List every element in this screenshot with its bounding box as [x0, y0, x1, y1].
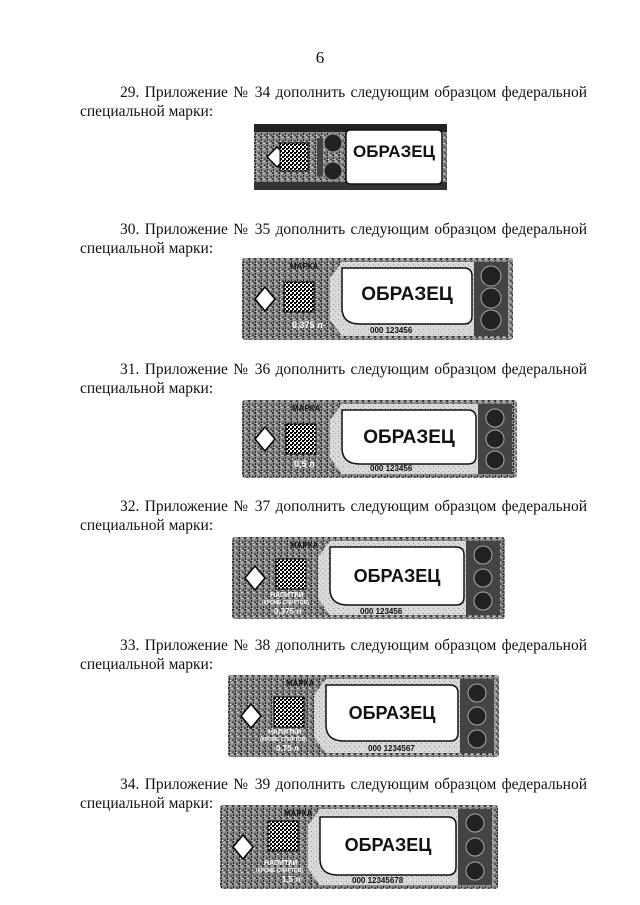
- stamp-label: ОБРАЗЕЦ: [353, 142, 435, 161]
- item-continuation: специальной марки:: [80, 240, 214, 257]
- item-continuation: специальной марки:: [80, 380, 214, 397]
- stamp-label: ОБРАЗЕЦ: [361, 284, 453, 305]
- hologram-icon: [474, 569, 492, 587]
- hologram-icon: [468, 730, 486, 748]
- stamp-beverage: НАПИТКИ: [264, 860, 298, 867]
- stamp-label: ОБРАЗЕЦ: [353, 566, 441, 586]
- item-32-paragraph: [80, 497, 587, 535]
- stamp-sample-31: [242, 400, 517, 478]
- datamatrix-code: [286, 424, 316, 454]
- datamatrix-code: [274, 697, 304, 727]
- item-continuation: специальной марки:: [80, 656, 214, 673]
- stamp-volume: 0,375 л: [274, 607, 302, 616]
- stamp-serial: 000 123456: [370, 464, 413, 473]
- item-continuation: специальной марки:: [80, 795, 214, 812]
- stamp-serial: 000 123456: [370, 326, 413, 335]
- hologram-icon: [324, 134, 342, 152]
- datamatrix-code: [276, 559, 306, 589]
- item-number: 33.: [120, 637, 140, 654]
- item-continuation: специальной марки:: [80, 103, 214, 120]
- stamp-volume: 0,5 л: [294, 459, 315, 469]
- item-continuation: специальной марки:: [80, 517, 214, 534]
- page-number: 6: [315, 48, 325, 67]
- stamp-beverage: НАПИТКИ: [268, 729, 302, 736]
- item-text: Приложение № 34 дополнить следующим образцом федеральной: [144, 84, 587, 101]
- hologram-icon: [474, 546, 492, 564]
- stamp-sample-32: [232, 537, 505, 619]
- item-33-paragraph: [80, 636, 587, 674]
- item-number: 29.: [120, 84, 140, 101]
- stamp-volume: 0,75 л: [276, 744, 299, 753]
- item-text: Приложение № 35 дополнить следующим образцом федеральной: [144, 221, 587, 238]
- stamp-serial: 000 12345678: [352, 876, 404, 885]
- hologram-icon: [466, 862, 484, 880]
- stamp-sample-34: [220, 805, 498, 889]
- item-number: 30.: [120, 221, 140, 238]
- datamatrix-code: [284, 282, 314, 312]
- stamp-serial: 000 1234567: [368, 744, 415, 753]
- hologram-icon: [468, 707, 486, 725]
- stamp-sample-30: [242, 258, 513, 340]
- item-30-paragraph: [80, 220, 587, 258]
- stamp-label: ОБРАЗЕЦ: [363, 427, 455, 448]
- hologram-icon: [486, 430, 504, 448]
- hologram-icon: [486, 409, 504, 427]
- hologram-icon: [486, 451, 504, 469]
- item-number: 34.: [120, 776, 140, 793]
- stamp-sub: (КРОМЕ СПИРТОВ): [260, 737, 307, 743]
- stamp-sample-29: [254, 124, 447, 190]
- hologram-icon: [481, 310, 501, 330]
- stamp-heading: МАРКА: [290, 541, 319, 550]
- item-text: Приложение № 38 дополнить следующим образцом федеральной: [144, 637, 587, 654]
- stamp-volume: 0,375 л: [292, 320, 323, 330]
- stamp-sample-33: [228, 675, 499, 757]
- item-29-paragraph: [80, 83, 587, 121]
- item-text: Приложение № 36 дополнить следующим образцом федеральной: [144, 361, 587, 378]
- stamp-heading: МАРКА: [284, 809, 313, 818]
- item-text: Приложение № 37 дополнить следующим образцом федеральной: [144, 498, 587, 515]
- stamp-label: ОБРАЗЕЦ: [348, 703, 436, 723]
- stamp-beverage: НАПИТКИ: [270, 592, 304, 599]
- hologram-icon: [466, 814, 484, 832]
- stamp-heading: МАРКА: [290, 262, 319, 271]
- hologram-icon: [481, 266, 501, 286]
- datamatrix-code: [268, 821, 298, 851]
- hologram-icon: [468, 684, 486, 702]
- hologram-icon: [481, 288, 501, 308]
- stamp-heading: МАРКА: [292, 404, 321, 413]
- item-31-paragraph: [80, 360, 587, 398]
- stamp-serial: 000 123456: [360, 607, 403, 616]
- stamp-label: ОБРАЗЕЦ: [344, 835, 432, 855]
- stamp-sub: (КРОМЕ СПИРТОВ): [256, 868, 303, 874]
- stamp-heading: МАРКА: [286, 679, 315, 688]
- item-number: 31.: [120, 361, 140, 378]
- item-text: Приложение № 39 дополнить следующим образцом федеральной: [144, 776, 587, 793]
- datamatrix-code: [280, 143, 308, 171]
- stamp-sub: (КРОМЕ СПИРТОВ): [262, 600, 309, 606]
- hologram-icon: [474, 592, 492, 610]
- item-number: 32.: [120, 498, 140, 515]
- stamp-volume: 1,5 л: [282, 875, 301, 884]
- hologram-icon: [466, 838, 484, 856]
- hologram-icon: [324, 162, 342, 180]
